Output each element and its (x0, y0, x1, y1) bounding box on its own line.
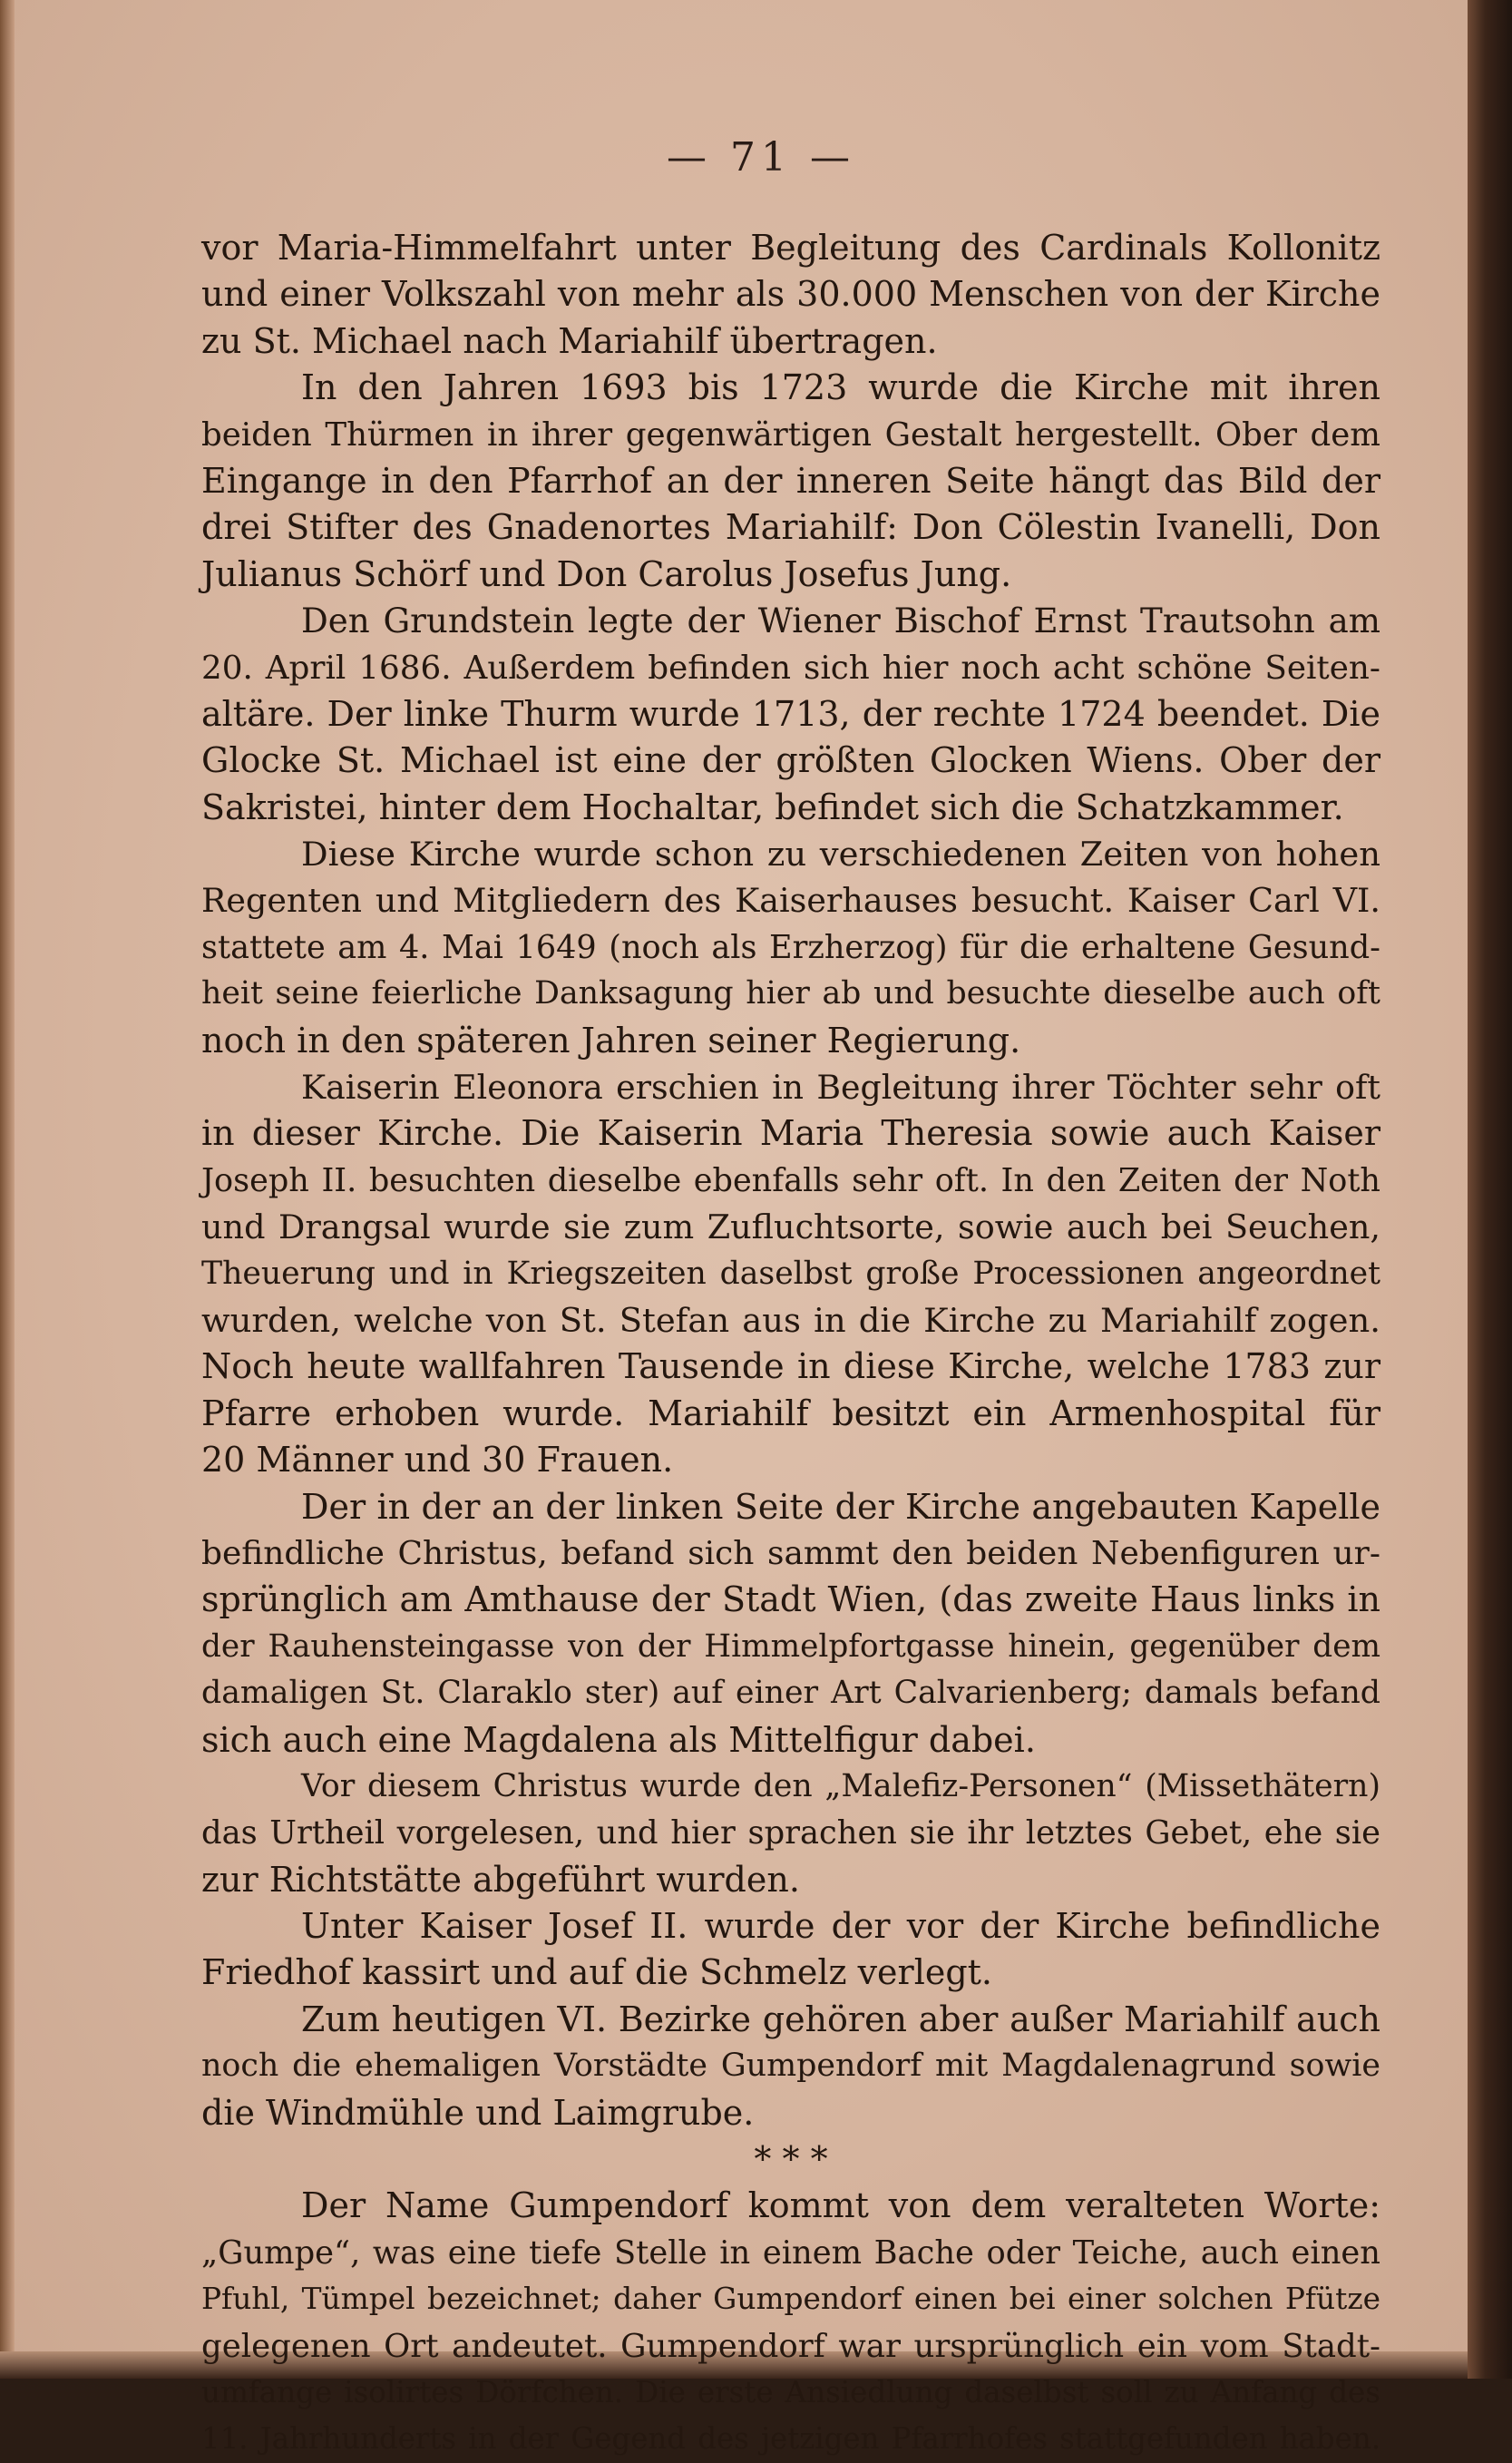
text-line: 11. Jahrhunderts in der Gegend des jetzigen Pfarrhofes stattgefunden haben. (201, 2421, 1380, 2457)
text-line: Joseph II. besuchten dieselbe ebenfalls sehr oft. In den Zeiten der Noth (201, 1161, 1380, 1199)
text-line: Eingange in den Pfarrhof an der inneren Seite hängt das Bild der (201, 460, 1380, 501)
page-left-edge (0, 0, 15, 2366)
text-line: gelegenen Ort andeutet. Gumpendorf war ursprünglich ein vom Stadt- (201, 2327, 1380, 2365)
page-number: — 71 — (667, 134, 855, 181)
text-line: altäre. Der linke Thurm wurde 1713, der rechte 1724 beendet. Die (201, 693, 1380, 734)
text-line: Friedhof kassirt und auf die Schmelz verlegt. (201, 1952, 993, 1993)
text-line: befindliche Christus, befand sich sammt den beiden Nebenfiguren ur- (201, 1534, 1380, 1572)
text-line: umfange isolirtes Dörfchen. Die erste Ansiedlung daselbst soll zu Anfang des (201, 2374, 1380, 2409)
text-line: sprünglich am Amthause der Stadt Wien, (das zweite Haus links in (201, 1579, 1380, 1620)
text-line: und Drangsal wurde sie zum Zufluchtsorte, sowie auch bei Seuchen, (201, 1207, 1380, 1247)
text-line: 20. April 1686. Außerdem befinden sich hier noch acht schöne Seiten- (201, 649, 1380, 687)
text-line: Glocke St. Michael ist eine der größten Glocken Wiens. Ober der (201, 740, 1380, 781)
text-line: noch in den späteren Jahren seiner Regierung. (201, 1020, 1021, 1060)
text-line: noch die ehemaligen Vorstädte Gumpendorf mit Magdalenagrund sowie (201, 2048, 1380, 2085)
text-line: Theuerung und in Kriegszeiten daselbst große Processionen angeordnet (201, 1255, 1380, 1292)
text-line: zur Richtstätte abgeführt wurden. (201, 1859, 800, 1900)
text-line: „Gumpe“, was eine tiefe Stelle in einem Bache oder Teiche, auch einen (201, 2233, 1380, 2272)
text-line: die Windmühle und Laimgrube. (201, 2092, 755, 2133)
text-line: Der Name Gumpendorf kommt von dem veralteten Worte: (301, 2185, 1380, 2226)
text-line: Der in der an der linken Seite der Kirche angebauten Kapelle (301, 1486, 1380, 1527)
text-line: wurden, welche von St. Stefan aus in die Kirche zu Mariahilf zogen. (201, 1300, 1380, 1340)
text-line: Pfuhl, Tümpel bezeichnet; daher Gumpendorf einen bei einer solchen Pfütze (201, 2282, 1380, 2317)
text-line: Regenten und Mitgliedern des Kaiserhauses besucht. Kaiser Carl VI. (201, 881, 1380, 921)
text-line: Kaiserin Eleonora erschien in Begleitung ihrer Töchter sehr oft (301, 1068, 1380, 1108)
text-line: in dieser Kirche. Die Kaiserin Maria Theresia sowie auch Kaiser (201, 1113, 1380, 1154)
text-line: Julianus Schörf und Don Carolus Josefus Jung. (201, 553, 1012, 594)
text-line: 20 Männer und 30 Frauen. (201, 1440, 674, 1481)
page-right-edge (1468, 0, 1512, 2379)
text-line: Den Grundstein legte der Wiener Bischof Ernst Trautsohn am (301, 601, 1380, 641)
text-line: Noch heute wallfahren Tausende in diese Kirche, welche 1783 zur (201, 1346, 1380, 1387)
text-line: Vor diesem Christus wurde den „Malefiz-Personen“ (Missethätern) (301, 1767, 1380, 1804)
text-line: Diese Kirche wurde schon zu verschiedenen Zeiten von hohen (301, 835, 1380, 875)
text-line: damaligen St. Claraklo ster) auf einer Art Calvarienberg; damals befand (201, 1675, 1380, 1712)
section-divider: * * * (754, 2139, 828, 2180)
text-line: stattete am 4. Mai 1649 (noch als Erzherzog) für die erhaltene Gesund- (201, 928, 1380, 966)
text-line: Zum heutigen VI. Bezirke gehören aber außer Mariahilf auch (301, 1999, 1380, 2039)
text-line: das Urtheil vorgelesen, und hier sprachen sie ihr letztes Gebet, ehe sie (201, 1814, 1380, 1852)
text-line: heit seine feierliche Danksagung hier ab und besuchte dieselbe auch oft (201, 975, 1380, 1012)
text-line: vor Maria-Himmelfahrt unter Begleitung des Cardinals Kollonitz (201, 228, 1380, 268)
text-line: der Rauhensteingasse von der Himmelpfortgasse hinein, gegenüber dem (201, 1627, 1380, 1665)
text-line: Pfarre erhoben wurde. Mariahilf besitzt ein Armenhospital für (201, 1393, 1380, 1433)
text-line: beiden Thürmen in ihrer gegenwärtigen Gestalt hergestellt. Ober dem (201, 415, 1380, 454)
text-line: Unter Kaiser Josef II. wurde der vor der Kirche befindliche (301, 1906, 1380, 1947)
text-line: Sakristei, hinter dem Hochaltar, befindet sich die Schatzkammer. (201, 787, 1344, 827)
text-line: und einer Volkszahl von mehr als 30.000 Menschen von der Kirche (201, 274, 1380, 315)
text-line: drei Stifter des Gnadenortes Mariahilf: Don Cölestin Ivanelli, Don (201, 507, 1380, 548)
text-line: In den Jahren 1693 bis 1723 wurde die Kirche mit ihren (301, 367, 1380, 408)
body-text (201, 225, 1380, 2463)
text-line: zu St. Michael nach Mariahilf übertragen. (201, 320, 938, 361)
text-line: sich auch eine Magdalena als Mittelfigur dabei. (201, 1719, 1036, 1760)
